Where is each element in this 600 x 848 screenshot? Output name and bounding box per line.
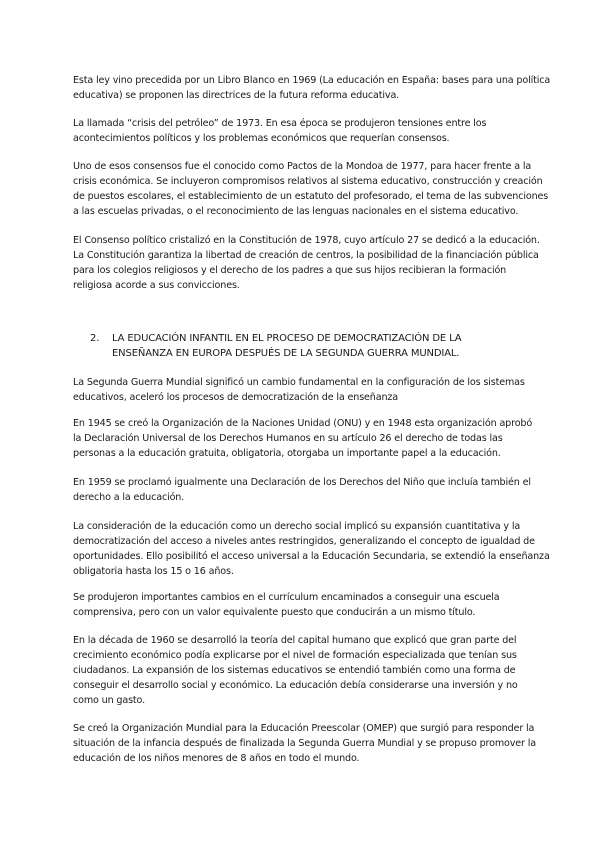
text-line: El Consenso político cristalizó en la Constitución de 1978, cuyo artículo 27 se dedicó a la educación. <box>73 235 540 246</box>
text-line: religiosa acorde a sus convicciones. <box>73 280 240 291</box>
text-line: la Declaración Universal de los Derechos Humanos en su artículo 26 el derecho de todas las <box>73 433 503 444</box>
text-line: de puestos escolares, el establecimiento de un estatuto del profesorado, el tema de las subvenciones <box>73 191 549 202</box>
section-title-line: LA EDUCACIÓN INFANTIL EN EL PROCESO DE DEMOCRATIZACIÓN DE LA <box>112 333 462 344</box>
text-line: En 1959 se proclamó igualmente una Declaración de los Derechos del Niño que incluía también el <box>73 477 531 488</box>
text-line: educativa) se proponen las directrices de la futura reforma educativa. <box>73 90 400 101</box>
text-line: acontecimientos políticos y los problemas económicos que requerían consensos. <box>73 133 450 144</box>
paragraph-pactos-moncloa <box>73 159 549 219</box>
paragraph-omep <box>73 721 536 766</box>
text-line: En la década de 1960 se desarrolló la teoría del capital humano que explicó que gran parte del <box>73 635 517 646</box>
paragraph-onu <box>73 416 533 461</box>
paragraph-derechos-nino <box>73 475 531 505</box>
text-line: La consideración de la educación como un derecho social implicó su expansión cuantitativa y la <box>73 521 521 532</box>
text-line: como un gasto. <box>73 695 145 706</box>
text-line: crecimiento económico podía explicarse por el nivel de formación especializada que tenían sus <box>73 650 517 661</box>
text-line: a las escuelas privadas, o el reconocimiento de las lenguas nacionales en el sistema educativo. <box>73 206 519 217</box>
section-title-line: ENSEÑANZA EN EUROPA DESPUÉS DE LA SEGUNDA GUERRA MUNDIAL. <box>112 348 460 359</box>
text-line: Se produjeron importantes cambios en el currículum encaminados a conseguir una escuela <box>73 592 500 603</box>
section-number: 2. <box>90 333 100 344</box>
text-line: La llamada “crisis del petróleo” de 1973. En esa época se produjeron tensiones entre los <box>73 118 487 129</box>
paragraph-crisis-petroleo <box>73 116 528 146</box>
text-line: Esta ley vino precedida por un Libro Blanco en 1969 (La educación en España: bases para una política <box>73 75 551 86</box>
text-line: educativos, aceleró los procesos de democratización de la enseñanza <box>73 392 398 403</box>
text-line: obligatoria hasta los 15 o 16 años. <box>73 566 234 577</box>
text-line: La Constitución garantiza la libertad de creación de centros, la posibilidad de la financiación pública <box>73 250 539 261</box>
text-line: La Segunda Guerra Mundial significó un cambio fundamental en la configuración de los sistemas <box>73 377 525 388</box>
text-line: derecho a la educación. <box>73 492 185 503</box>
text-line: democratización del acceso a niveles antes restringidos, generalizando el concepto de igualdad de <box>73 536 535 547</box>
text-line: personas a la educación gratuita, obligatoria, otorgaba un importante papel a la educación. <box>73 448 501 459</box>
text-line: Se creó la Organización Mundial para la Educación Preescolar (OMEP) que surgió para responder la <box>73 723 535 734</box>
text-line: conseguir el desarrollo social y económico. La educación debía considerarse una inversión y no <box>73 680 518 691</box>
paragraph-derecho-social <box>73 519 550 579</box>
text-line: En 1945 se creó la Organización de la Naciones Unidad (ONU) y en 1948 esta organización aprobó <box>73 418 533 429</box>
text-line: comprensiva, pero con un valor equivalente puesto que conducirán a un mismo título. <box>73 607 476 618</box>
paragraph-libro-blanco <box>73 73 551 103</box>
text-line: educación de los niños menores de 8 años en todo el mundo. <box>73 753 360 764</box>
text-line: para los colegios religiosos y el derecho de los padres a que sus hijos recibieran la formación <box>73 265 507 276</box>
paragraph-curriculum <box>73 590 528 620</box>
text-line: situación de la infancia después de finalizada la Segunda Guerra Mundial y se propuso promover la <box>73 738 536 749</box>
paragraph-constitucion <box>73 233 540 293</box>
section-title <box>112 331 461 361</box>
paragraph-segunda-guerra <box>73 375 528 405</box>
text-line: crisis económica. Se incluyeron compromisos relativos al sistema educativo, construcción y creación <box>73 176 543 187</box>
text-line: Uno de esos consensos fue el conocido como Pactos de la Mondoa de 1977, para hacer frente a la <box>73 161 532 172</box>
text-line: oportunidades. Ello posibilitó el acceso universal a la Educación Secundaria, se extendió la enseñanza <box>73 551 550 562</box>
paragraph-capital-humano <box>73 633 528 708</box>
text-line: ciudadanos. La expansión de los sistemas educativos se entendió también como una forma de <box>73 665 516 676</box>
